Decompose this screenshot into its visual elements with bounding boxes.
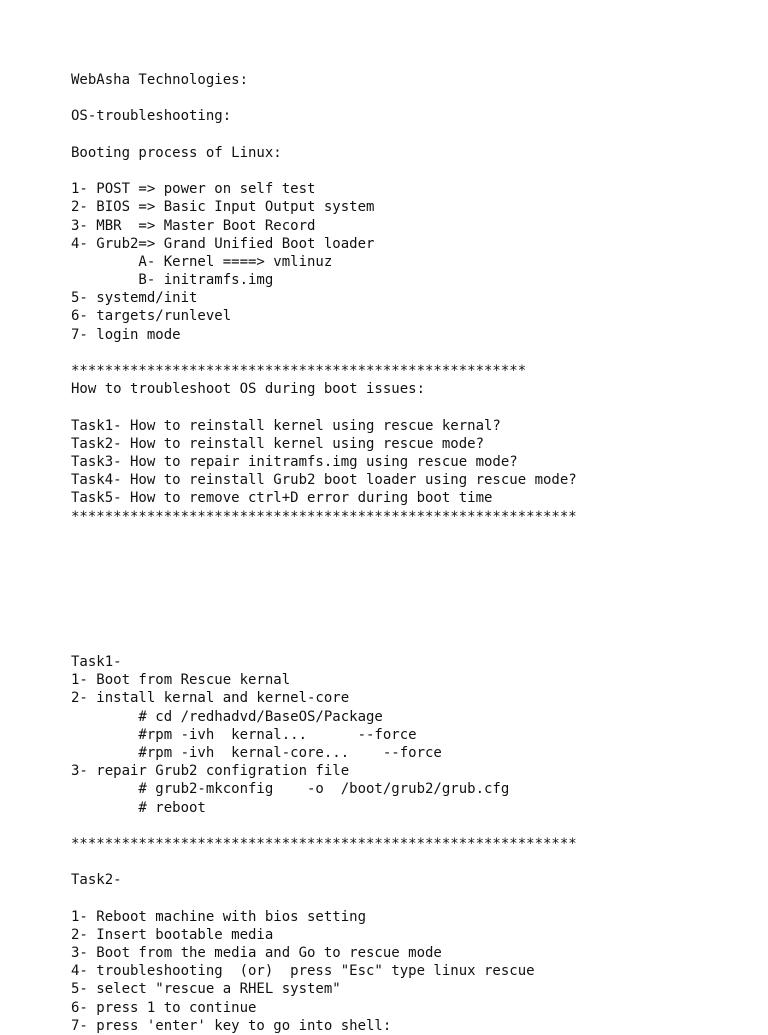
text-line: #rpm -ivh kernal... --force bbox=[71, 726, 417, 743]
blank-line bbox=[71, 635, 577, 653]
text-line: Task1- bbox=[71, 654, 122, 670]
text-line: 2- BIOS => Basic Input Output system bbox=[71, 199, 375, 216]
blank-line bbox=[71, 162, 577, 180]
text-line: Task1- How to reinstall kernel using rescue kernal? bbox=[71, 417, 501, 434]
text-line: 1- Reboot machine with bios setting bbox=[71, 908, 367, 925]
text-line: Task2- How to reinstall kernel using rescue mode? bbox=[71, 435, 485, 452]
text-line: #rpm -ivh kernal-core... --force bbox=[71, 744, 442, 761]
text-line: 6- targets/runlevel bbox=[71, 308, 232, 325]
blank-line bbox=[71, 580, 577, 598]
text-line: 1- Boot from Rescue kernal bbox=[71, 672, 291, 689]
text-line: 4- troubleshooting (or) press "Esc" type linux rescue bbox=[71, 963, 535, 980]
text-line: A- Kernel ====> vmlinuz bbox=[71, 253, 333, 270]
text-line: Task2- bbox=[71, 872, 122, 889]
text-line: 2- install kernal and kernel-core bbox=[71, 690, 350, 707]
text-line: 7- login mode bbox=[71, 326, 181, 343]
blank-line bbox=[71, 89, 577, 107]
blank-line bbox=[71, 562, 577, 580]
blank-line bbox=[71, 889, 577, 907]
text-line: B- initramfs.img bbox=[71, 272, 274, 289]
text-line: 3- Boot from the media and Go to rescue mode bbox=[71, 945, 442, 961]
text-line: # cd /redhadvd/BaseOS/Package bbox=[71, 708, 383, 725]
text-line: Task4- How to reinstall Grub2 boot loader using rescue mode? bbox=[71, 472, 577, 489]
text-line: 2- Insert bootable media bbox=[71, 926, 274, 943]
text-line: ************************************************************ bbox=[71, 508, 577, 525]
text-line: Task5- How to remove ctrl+D error during boot time bbox=[71, 490, 493, 507]
text-line: 1- POST => power on self test bbox=[71, 181, 316, 198]
blank-line bbox=[71, 598, 577, 616]
text-line: 4- Grub2=> Grand Unified Boot loader bbox=[71, 235, 375, 252]
text-line: # grub2-mkconfig -o /boot/grub2/grub.cfg bbox=[71, 781, 510, 798]
text-line: ****************************************************** bbox=[71, 363, 527, 379]
text-line: 5- select "rescue a RHEL system" bbox=[71, 981, 341, 998]
text-line: 3- repair Grub2 configration file bbox=[71, 763, 350, 780]
document-text bbox=[71, 71, 577, 1035]
text-line: How to troubleshoot OS during boot issues: bbox=[71, 381, 426, 398]
text-line: ************************************************************ bbox=[71, 835, 577, 852]
text-line: 6- press 1 to continue bbox=[71, 999, 257, 1016]
text-line: Task3- How to repair initramfs.img using rescue mode? bbox=[71, 453, 518, 470]
blank-line bbox=[71, 398, 577, 416]
text-line: WebAsha Technologies: bbox=[71, 72, 249, 88]
blank-line bbox=[71, 617, 577, 635]
text-line: Booting process of Linux: bbox=[71, 144, 282, 161]
blank-line bbox=[71, 344, 577, 362]
blank-line bbox=[71, 544, 577, 562]
text-line: # reboot bbox=[71, 799, 206, 816]
blank-line bbox=[71, 126, 577, 144]
blank-line bbox=[71, 526, 577, 544]
text-line: 5- systemd/init bbox=[71, 290, 198, 307]
blank-line bbox=[71, 853, 577, 871]
text-line: 7- press 'enter' key to go into shell: bbox=[71, 1017, 392, 1034]
text-line: 3- MBR => Master Boot Record bbox=[71, 217, 316, 234]
text-line: OS-troubleshooting: bbox=[71, 108, 232, 125]
blank-line bbox=[71, 817, 577, 835]
